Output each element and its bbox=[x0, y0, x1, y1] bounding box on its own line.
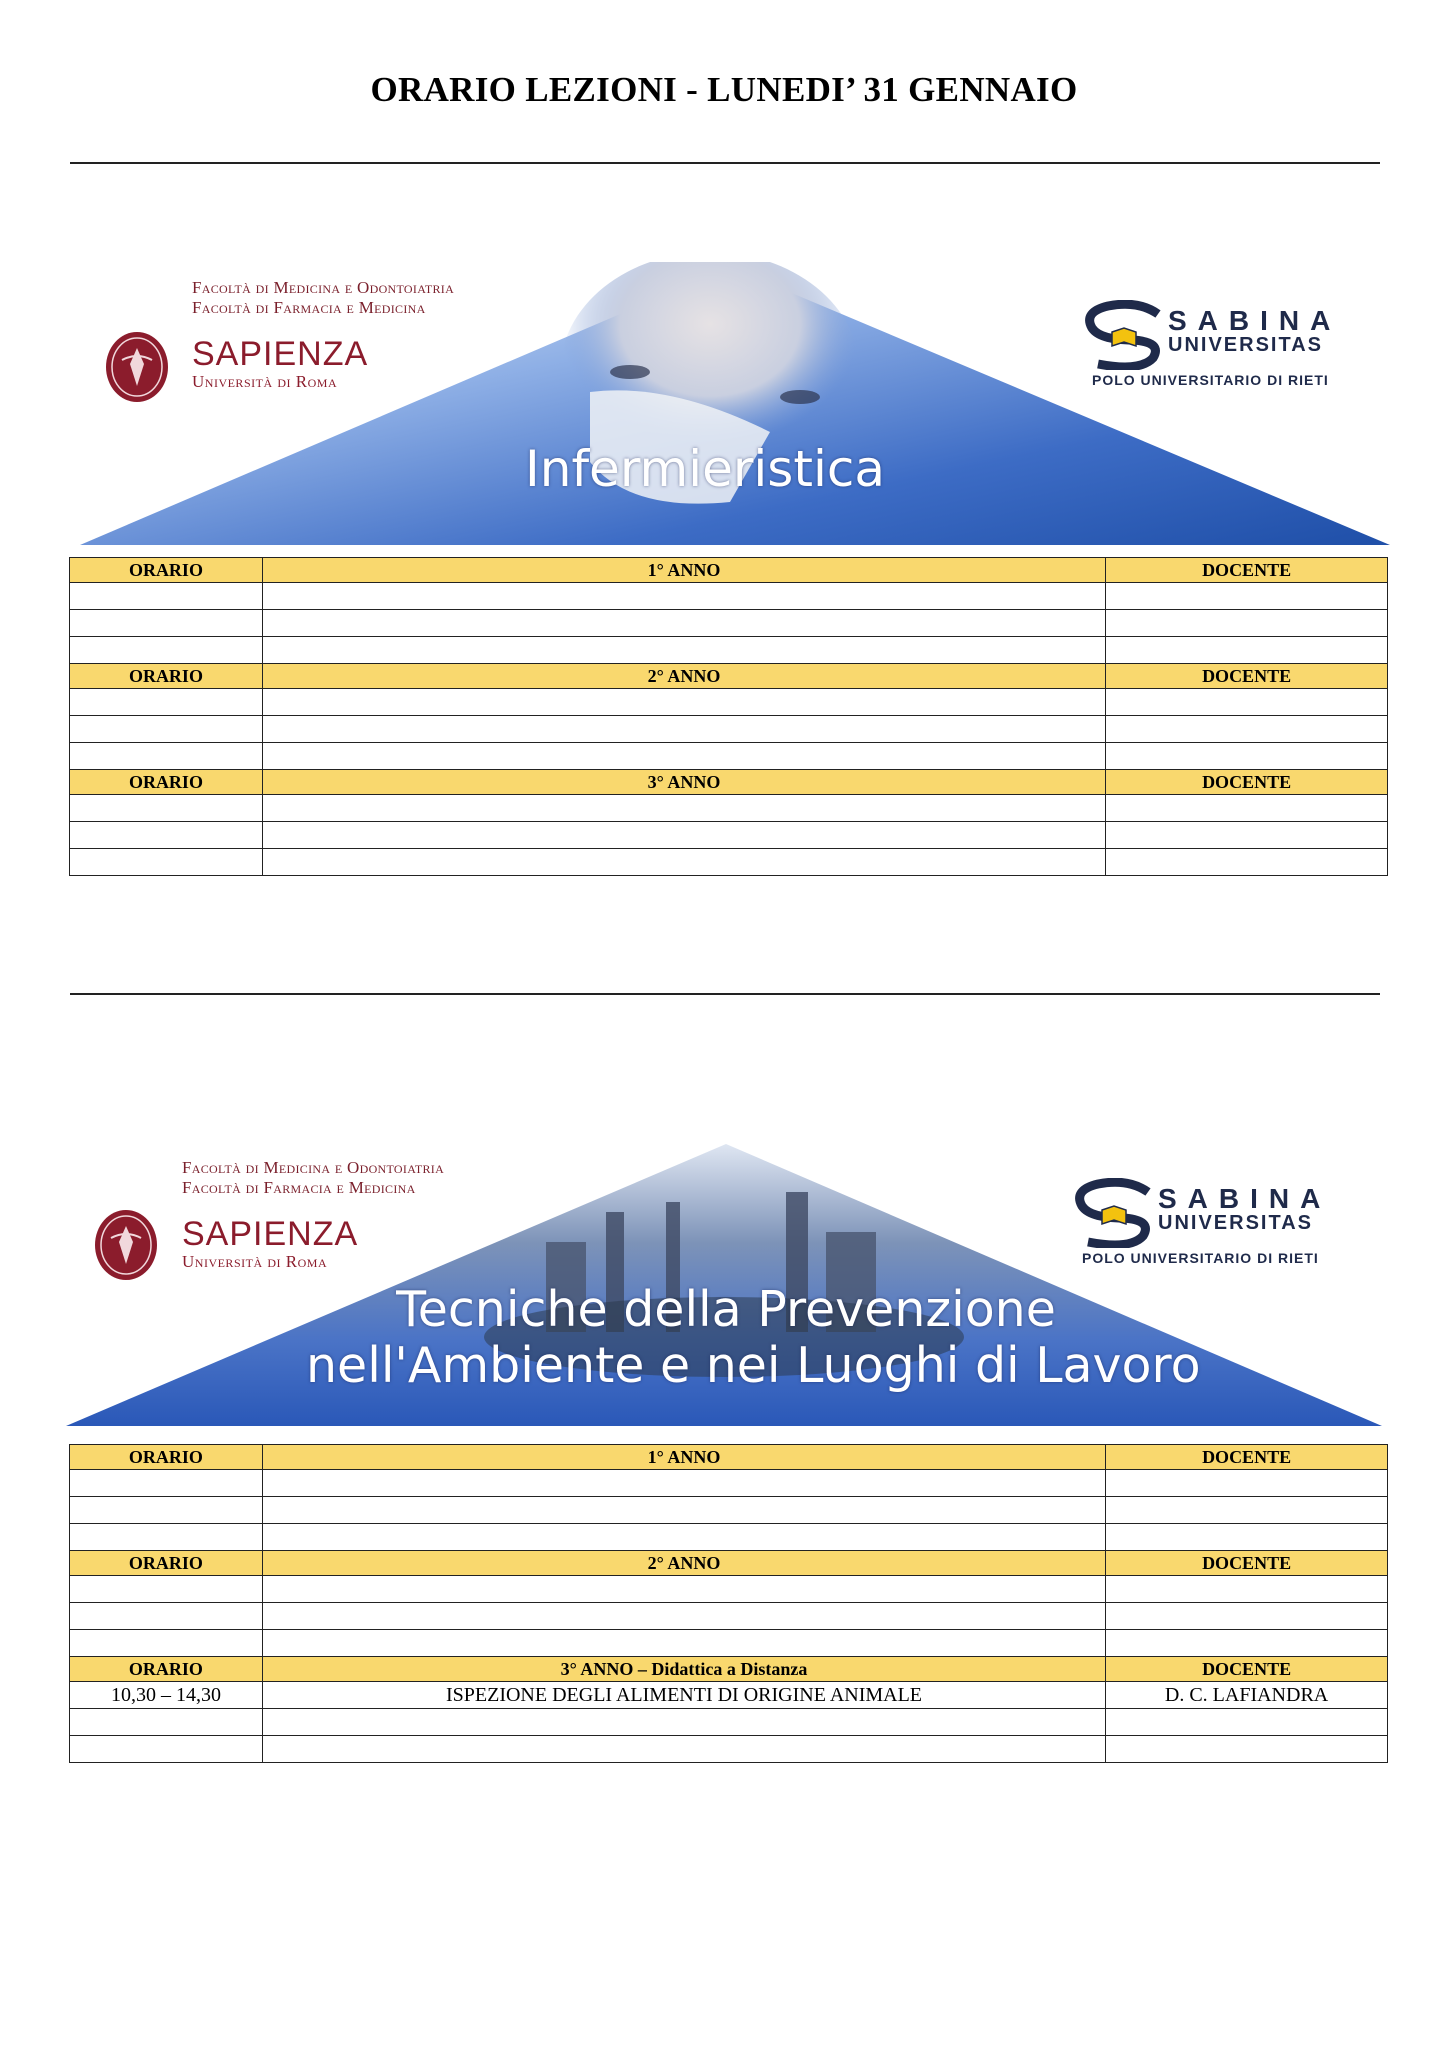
orario-cell bbox=[70, 1576, 263, 1603]
orario-header: ORARIO bbox=[70, 1445, 263, 1470]
lesson-cell bbox=[262, 716, 1105, 743]
docente-cell bbox=[1106, 610, 1388, 637]
lesson-cell bbox=[262, 795, 1105, 822]
lesson-cell bbox=[262, 1603, 1105, 1630]
table-header-row bbox=[70, 770, 1388, 795]
year-header: 2° ANNO bbox=[262, 664, 1105, 689]
divider-rule bbox=[70, 162, 1380, 164]
sapienza-subtitle: Università di Roma bbox=[192, 372, 338, 391]
orario-header: ORARIO bbox=[70, 770, 263, 795]
table-header-row bbox=[70, 1551, 1388, 1576]
table-header-row bbox=[70, 1445, 1388, 1470]
table-row bbox=[70, 795, 1388, 822]
table-header-row bbox=[70, 1657, 1388, 1682]
faculty-line: Facoltà di Medicina e Odontoiatria bbox=[192, 278, 455, 297]
universitas-wordmark: UNIVERSITAS bbox=[1158, 1212, 1313, 1234]
orario-cell bbox=[70, 583, 263, 610]
lesson-cell bbox=[262, 743, 1105, 770]
lesson-cell bbox=[262, 610, 1105, 637]
lesson-cell bbox=[262, 1497, 1105, 1524]
sapienza-seal-icon bbox=[93, 1208, 159, 1282]
orario-cell bbox=[70, 1603, 263, 1630]
docente-cell bbox=[1106, 689, 1388, 716]
table-row bbox=[70, 1682, 1388, 1709]
lesson-cell: ISPEZIONE DEGLI ALIMENTI DI ORIGINE ANIMALE bbox=[262, 1682, 1105, 1709]
sapienza-seal-icon bbox=[104, 330, 170, 404]
year-header: 3° ANNO – Didattica a Distanza bbox=[262, 1657, 1105, 1682]
lesson-cell bbox=[262, 822, 1105, 849]
docente-cell bbox=[1106, 1497, 1388, 1524]
docente-cell bbox=[1106, 849, 1388, 876]
sapienza-wordmark: SAPIENZA bbox=[182, 1215, 359, 1253]
sabina-s-book-icon bbox=[1068, 1178, 1158, 1248]
docente-cell bbox=[1106, 1576, 1388, 1603]
orario-cell bbox=[70, 1470, 263, 1497]
sapienza-logo bbox=[192, 336, 368, 392]
table-row bbox=[70, 1576, 1388, 1603]
faculty-line: Facoltà di Medicina e Odontoiatria bbox=[182, 1158, 445, 1177]
orario-header: ORARIO bbox=[70, 1551, 263, 1576]
table-row bbox=[70, 822, 1388, 849]
docente-cell bbox=[1106, 795, 1388, 822]
docente-cell bbox=[1106, 716, 1388, 743]
table-row bbox=[70, 1709, 1388, 1736]
docente-cell bbox=[1106, 1630, 1388, 1657]
lesson-cell bbox=[262, 1576, 1105, 1603]
table-row bbox=[70, 637, 1388, 664]
sapienza-wordmark: SAPIENZA bbox=[192, 335, 369, 373]
schedule-table-tecniche-prevenzione bbox=[69, 1444, 1388, 1763]
orario-cell bbox=[70, 637, 263, 664]
table-row bbox=[70, 1603, 1388, 1630]
orario-cell bbox=[70, 1709, 263, 1736]
orario-header: ORARIO bbox=[70, 664, 263, 689]
docente-header: DOCENTE bbox=[1106, 558, 1388, 583]
table-row bbox=[70, 1736, 1388, 1763]
sapienza-subtitle: Università di Roma bbox=[182, 1252, 328, 1271]
lesson-cell bbox=[262, 689, 1105, 716]
orario-cell bbox=[70, 610, 263, 637]
table-row bbox=[70, 1524, 1388, 1551]
table-row bbox=[70, 743, 1388, 770]
banner-title-line: Infermieristica bbox=[525, 440, 885, 498]
docente-cell bbox=[1106, 822, 1388, 849]
orario-cell: 10,30 – 14,30 bbox=[70, 1682, 263, 1709]
lesson-cell bbox=[262, 1709, 1105, 1736]
docente-cell bbox=[1106, 1736, 1388, 1763]
orario-header: ORARIO bbox=[70, 558, 263, 583]
docente-cell bbox=[1106, 1470, 1388, 1497]
year-header: 3° ANNO bbox=[262, 770, 1105, 795]
orario-cell bbox=[70, 1736, 263, 1763]
polo-label: POLO UNIVERSITARIO DI RIETI bbox=[1082, 1250, 1319, 1266]
docente-cell bbox=[1106, 1603, 1388, 1630]
orario-cell bbox=[70, 849, 263, 876]
table-row bbox=[70, 1497, 1388, 1524]
orario-cell bbox=[70, 795, 263, 822]
table-header-row bbox=[70, 558, 1388, 583]
faculty-lines bbox=[182, 1158, 444, 1198]
lesson-cell bbox=[262, 1630, 1105, 1657]
table-row bbox=[70, 583, 1388, 610]
sabina-wordmark: SABINA bbox=[1168, 305, 1342, 336]
faculty-line: Facoltà di Farmacia e Medicina bbox=[192, 298, 426, 317]
lesson-cell bbox=[262, 1736, 1105, 1763]
table-row bbox=[70, 716, 1388, 743]
orario-cell bbox=[70, 743, 263, 770]
divider-rule bbox=[70, 993, 1380, 995]
sabina-wordmark: SABINA bbox=[1158, 1183, 1332, 1214]
table-row bbox=[70, 1630, 1388, 1657]
docente-header: DOCENTE bbox=[1106, 664, 1388, 689]
lesson-cell bbox=[262, 637, 1105, 664]
docente-header: DOCENTE bbox=[1106, 1445, 1388, 1470]
orario-cell bbox=[70, 716, 263, 743]
docente-header: DOCENTE bbox=[1106, 1551, 1388, 1576]
orario-cell bbox=[70, 1497, 263, 1524]
docente-cell bbox=[1106, 1524, 1388, 1551]
polo-label: POLO UNIVERSITARIO DI RIETI bbox=[1092, 372, 1329, 388]
table-header-row bbox=[70, 664, 1388, 689]
docente-header: DOCENTE bbox=[1106, 1657, 1388, 1682]
lesson-cell bbox=[262, 849, 1105, 876]
page-title: ORARIO LEZIONI - LUNEDI’ 31 GENNAIO bbox=[370, 70, 1078, 109]
faculty-line: Facoltà di Farmacia e Medicina bbox=[182, 1178, 416, 1197]
lesson-cell bbox=[262, 1524, 1105, 1551]
schedule-table-infermieristica bbox=[69, 557, 1388, 876]
table-row bbox=[70, 849, 1388, 876]
orario-cell bbox=[70, 689, 263, 716]
banner-title-line: nell'Ambiente e nei Luoghi di Lavoro bbox=[306, 1337, 1201, 1394]
sabina-s-book-icon bbox=[1078, 300, 1168, 370]
sapienza-logo bbox=[182, 1216, 358, 1272]
lesson-cell bbox=[262, 1470, 1105, 1497]
table-row bbox=[70, 1470, 1388, 1497]
banner-title-line: Tecniche della Prevenzione bbox=[396, 1281, 1056, 1338]
docente-header: DOCENTE bbox=[1106, 770, 1388, 795]
year-header: 2° ANNO bbox=[262, 1551, 1105, 1576]
year-header: 1° ANNO bbox=[262, 558, 1105, 583]
universitas-wordmark: UNIVERSITAS bbox=[1168, 334, 1323, 356]
table-row bbox=[70, 689, 1388, 716]
docente-cell bbox=[1106, 1709, 1388, 1736]
year-header: 1° ANNO bbox=[262, 1445, 1105, 1470]
lesson-cell bbox=[262, 583, 1105, 610]
faculty-lines bbox=[192, 278, 454, 318]
banner-title bbox=[306, 1281, 1201, 1394]
orario-cell bbox=[70, 1630, 263, 1657]
table-row bbox=[70, 610, 1388, 637]
orario-header: ORARIO bbox=[70, 1657, 263, 1682]
orario-cell bbox=[70, 822, 263, 849]
orario-cell bbox=[70, 1524, 263, 1551]
docente-cell: D. C. LAFIANDRA bbox=[1106, 1682, 1388, 1709]
docente-cell bbox=[1106, 743, 1388, 770]
docente-cell bbox=[1106, 637, 1388, 664]
docente-cell bbox=[1106, 583, 1388, 610]
